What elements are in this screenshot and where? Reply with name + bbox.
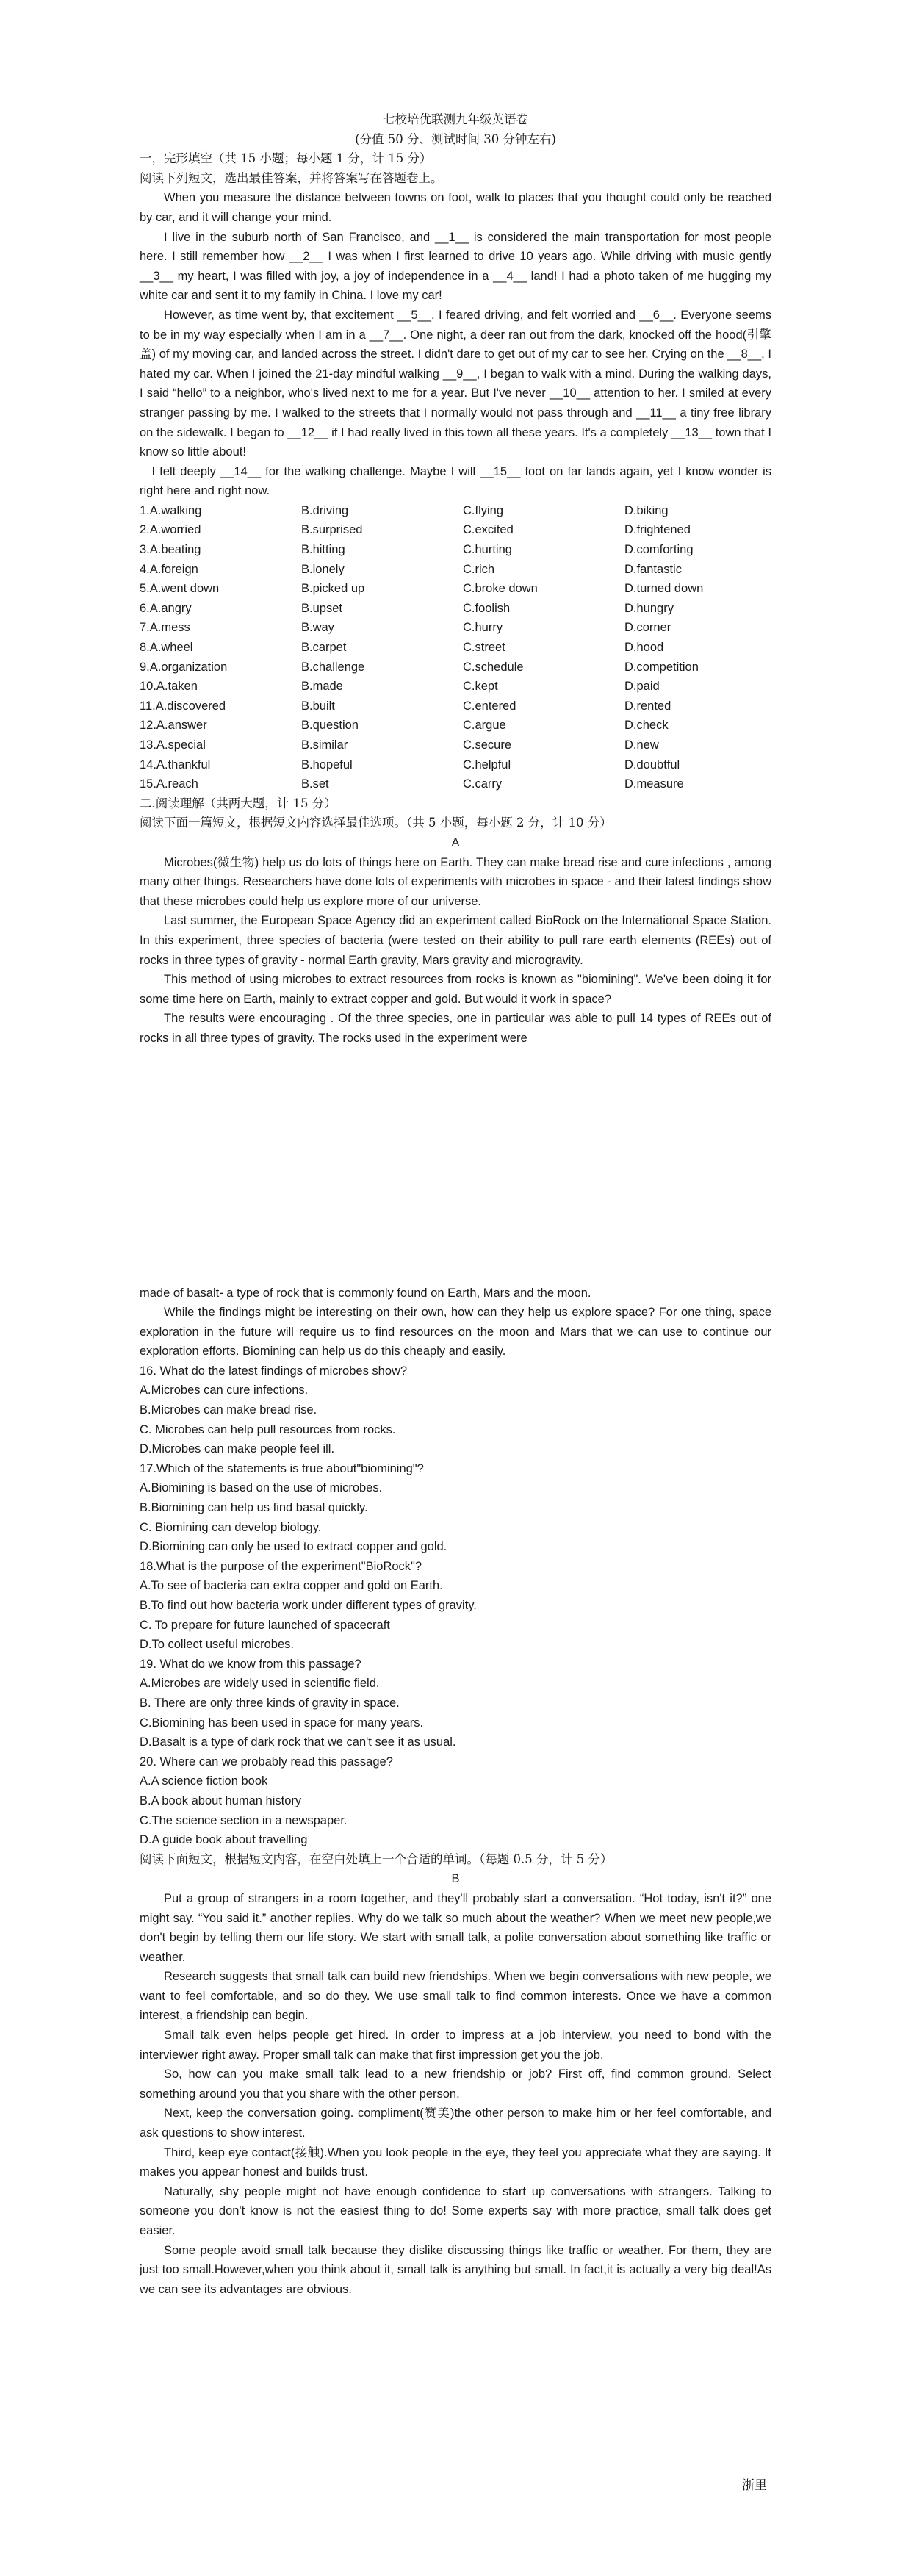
- exam-page: [140, 110, 771, 2299]
- passage-a-paragraph: This method of using microbes to extract resources from rocks is known as "biomining". We've been doing it for some time here on Earth, mainly to extract copper and gold. But would it work in space?: [140, 973, 771, 1006]
- option: D.frightened: [624, 523, 691, 537]
- passage-a-label: A: [451, 835, 460, 849]
- answer-option: C. Biomining can develop biology.: [140, 1520, 322, 1534]
- section1-instruction: 阅读下列短文，选出最佳答案，并将答案写在答题卷上。: [140, 170, 443, 185]
- option: 13.A.special: [140, 738, 206, 752]
- answer-option: C. To prepare for future launched of spacecraft: [140, 1618, 390, 1632]
- option: C.street: [463, 641, 505, 655]
- section2-heading: 二.阅读理解（共两大题，计 15 分）: [140, 796, 336, 810]
- option: B.question: [301, 719, 359, 733]
- answer-option: B.A book about human history: [140, 1794, 302, 1807]
- answer-option: A.A science fiction book: [140, 1774, 268, 1788]
- option: D.comforting: [624, 543, 694, 557]
- question-text: 20. Where can we probably read this passage?: [140, 1755, 393, 1769]
- option: C.flying: [463, 503, 504, 517]
- question-text: 16. What do the latest findings of microbes show?: [140, 1364, 408, 1378]
- passage-b-paragraph: Next, keep the conversation going. compliment(赞美)the other person to make him or her feel comfortable, and ask questions to show interest.: [140, 2107, 771, 2140]
- passage-b-paragraph: Third, keep eye contact(接触).When you look people in the eye, they feel you appreciate what they are saying. It makes you appear honest and builds trust.: [140, 2145, 771, 2179]
- blank-gap: [140, 1048, 771, 1284]
- option: 7.A.mess: [140, 621, 190, 635]
- option: 14.A.thankful: [140, 758, 211, 771]
- passage-b-paragraph: Research suggests that small talk can build new friendships. When we begin conversations with new people, we want to feel comfortable, and so do they. We use small talk to find common interests. Once we have a common interest, a friendship can begin.: [140, 1970, 771, 2023]
- option: 1.A.walking: [140, 503, 202, 517]
- option: 11.A.discovered: [140, 699, 226, 713]
- option: C.broke down: [463, 582, 538, 596]
- section1-heading: 一，完形填空（共 15 小题；每小题 1 分，计 15 分）: [140, 151, 432, 166]
- page-subtitle: (分值 50 分、测试时间 30 分钟左右): [355, 132, 556, 146]
- option: B.challenge: [301, 660, 365, 674]
- option: C.carry: [463, 777, 503, 791]
- option: 4.A.foreign: [140, 562, 198, 576]
- cloze-paragraph: I live in the suburb north of San Francisco, and __1__ is considered the main transportation for most people here. I still remember how __2__ I was when I first learned to drive 10 years ago. While driving with music gently __3__ my heart, I was filled with joy, a joy of independence in a __4__ land! I had a photo taken of me hugging my white car and sent it to my family in China. I love my car!: [140, 230, 771, 303]
- option: D.corner: [624, 621, 671, 635]
- option: 12.A.answer: [140, 719, 207, 733]
- option: D.check: [624, 719, 669, 733]
- answer-option: C.Biomining has been used in space for many years.: [140, 1716, 424, 1730]
- option: 10.A.taken: [140, 680, 198, 694]
- option: D.fantastic: [624, 562, 682, 576]
- question-20: [140, 1752, 771, 1850]
- option: 3.A.beating: [140, 543, 201, 557]
- option: B.carpet: [301, 641, 347, 655]
- option: D.measure: [624, 777, 684, 791]
- option: C.rich: [463, 562, 495, 576]
- cloze-paragraph: I felt deeply __14__ for the walking challenge. Maybe I will __15__ foot on far lands again, yet I know wonder is right here and right now.: [140, 464, 771, 498]
- passage-b-paragraph: Small talk even helps people get hired. In order to impress at a job interview, you need to bond with the interviewer right away. Proper small talk can make that first impression get you the job.: [140, 2029, 771, 2062]
- page-title: 七校培优联测九年级英语卷: [383, 112, 528, 126]
- passage-b-paragraph: So, how can you make small talk lead to a new friendship or job? First off, find common ground. Select something around you that you share with the other person.: [140, 2068, 771, 2101]
- option: 6.A.angry: [140, 601, 192, 615]
- answer-option: C. Microbes can help pull resources from rocks.: [140, 1422, 396, 1436]
- option: B.driving: [301, 503, 349, 517]
- question-18: [140, 1557, 771, 1655]
- cloze-paragraph: When you measure the distance between towns on foot, walk to places that you thought could only be reached by car, and it will change your mind.: [140, 191, 771, 224]
- question-19: [140, 1655, 771, 1752]
- option: C.entered: [463, 699, 516, 713]
- answer-option: D.To collect useful microbes.: [140, 1638, 294, 1652]
- answer-option: A.Biomining is based on the use of microbes.: [140, 1481, 383, 1495]
- title-block: [140, 110, 771, 149]
- section2-instruction: 阅读下面一篇短文，根据短文内容选择最佳选项。（共 5 小题，每小题 2 分，计 10 分）: [140, 816, 612, 830]
- option: D.new: [624, 738, 659, 752]
- option: D.hungry: [624, 601, 674, 615]
- section3-instruction: 阅读下面短文，根据短文内容，在空白处填上一个合适的单词。（每题 0.5 分，计 5 分）: [140, 1852, 613, 1866]
- option: D.hood: [624, 641, 664, 655]
- question-text: 18.What is the purpose of the experiment"BioRock"?: [140, 1559, 422, 1573]
- answer-option: B.Biomining can help us find basal quickly.: [140, 1501, 368, 1515]
- option: B.picked up: [301, 582, 365, 596]
- option: B.surprised: [301, 523, 363, 537]
- option: D.paid: [624, 680, 660, 694]
- option: C.schedule: [463, 660, 524, 674]
- question-17: [140, 1459, 771, 1557]
- option: C.hurry: [463, 621, 503, 635]
- option: C.excited: [463, 523, 514, 537]
- option: D.turned down: [624, 582, 704, 596]
- passage-b-paragraph: Put a group of strangers in a room together, and they'll probably start a conversation. “Hot today, isn't it?” one might say. “You said it.” another replies. Why do we talk so much about the weather? When we meet new people,we don't begin by telling them our life story. We start with small talk, a polite conversation about something like traffic or weather.: [140, 1891, 771, 1964]
- passage-b-paragraph: Some people avoid small talk because they dislike discussing things like traffic or weather. For them, they are just too small.However,when you think about it, small talk is anything but small. In fact,it is actually a very big deal!As we can see its advantages are obvious.: [140, 2243, 771, 2296]
- answer-option: D.Biomining can only be used to extract copper and gold.: [140, 1540, 447, 1554]
- option: C.kept: [463, 680, 498, 694]
- answer-option: C.The science section in a newspaper.: [140, 1813, 348, 1827]
- answer-option: A.Microbes can cure infections.: [140, 1384, 309, 1397]
- option: C.foolish: [463, 601, 511, 615]
- option: C.helpful: [463, 758, 511, 771]
- passage-b-label: B: [451, 1872, 460, 1886]
- cloze-options: [140, 501, 771, 794]
- option: 15.A.reach: [140, 777, 198, 791]
- question-16: [140, 1361, 771, 1459]
- passage-b-paragraph: Naturally, shy people might not have enough confidence to start up conversations with strangers. Talking to someone you don't know is not the easiest thing to do! Some experts say with more practice, small talk does get easier.: [140, 2184, 771, 2237]
- option: 8.A.wheel: [140, 641, 193, 655]
- option: B.way: [301, 621, 334, 635]
- passage-a-paragraph: Microbes(微生物) help us do lots of things here on Earth. They can make bread rise and cure infections , among many other things. Researchers have done lots of experiments with microbes in space - and their latest findings show that these microbes could help us explore more of our universe.: [140, 855, 771, 908]
- cloze-paragraph: However, as time went by, that excitement __5__. I feared driving, and felt worried and __6__. Everyone seems to be in my way especially when I am in a __7__. One night, a deer ran out from the dark, knocked off the hood(引擎盖) of my moving car, and landed across the street. I didn't dare to get out of my car to see her. Crying on the __8__, I hated my car. When I joined the 21-day mindful walking __9__, I began to walk with a mind. During the walking days, I said “hello” to a neighbor, who's lived next to me for a year. But I've never __10__ attention to her. I smiled at every stranger passing by me. I walked to the streets that I normally would not pass through and __11__ a tiny free library on the sidewalk. I began to __12__ if I had really lived in this town all these years. It's a completely __13__ town that I know so little about!: [140, 308, 771, 459]
- option: B.hitting: [301, 543, 345, 557]
- answer-option: B.To find out how bacteria work under different types of gravity.: [140, 1599, 477, 1612]
- answer-option: A.Microbes are widely used in scientific field.: [140, 1677, 380, 1691]
- passage-a-paragraph: While the findings might be interesting on their own, how can they help us explore space? For one thing, space exploration in the future will require us to find resources on the moon and Mars that we can use to continue our exploration efforts. Biomining can help us do this cheaply and easily.: [140, 1306, 771, 1359]
- option: B.upset: [301, 601, 342, 615]
- option: B.similar: [301, 738, 348, 752]
- option: D.rented: [624, 699, 671, 713]
- passage-a-paragraph: The results were encouraging . Of the three species, one in particular was able to pull 14 types of REEs out of rocks in all three types of gravity. The rocks used in the experiment were: [140, 1012, 771, 1045]
- answer-option: B. There are only three kinds of gravity in space.: [140, 1696, 400, 1710]
- option: B.built: [301, 699, 335, 713]
- question-text: 17.Which of the statements is true about"biomining"?: [140, 1461, 424, 1475]
- option: 9.A.organization: [140, 660, 228, 674]
- footer-mark: 浙里: [742, 2478, 767, 2493]
- option: C.argue: [463, 719, 506, 733]
- answer-option: D.Microbes can make people feel ill.: [140, 1442, 335, 1456]
- option: B.lonely: [301, 562, 345, 576]
- option: D.competition: [624, 660, 699, 674]
- answer-option: D.Basalt is a type of dark rock that we can't see it as usual.: [140, 1735, 456, 1749]
- option: B.hopeful: [301, 758, 353, 771]
- passage-a-paragraph: made of basalt- a type of rock that is commonly found on Earth, Mars and the moon.: [140, 1286, 591, 1300]
- passage-a-paragraph: Last summer, the European Space Agency did an experiment called BioRock on the International Space Station. In this experiment, three species of bacteria (were tested on their ability to pull rare earth elements (REEs) out of rocks in three types of gravity - normal Earth gravity, Mars gravity and microgravity.: [140, 914, 771, 967]
- option: 5.A.went down: [140, 582, 220, 596]
- option: B.set: [301, 777, 329, 791]
- option: C.hurting: [463, 543, 512, 557]
- option: B.made: [301, 680, 343, 694]
- answer-option: A.To see of bacteria can extra copper and gold on Earth.: [140, 1579, 443, 1593]
- option: D.biking: [624, 503, 669, 517]
- option: D.doubtful: [624, 758, 680, 771]
- option: C.secure: [463, 738, 512, 752]
- question-text: 19. What do we know from this passage?: [140, 1657, 361, 1671]
- option: 2.A.worried: [140, 523, 201, 537]
- answer-option: D.A guide book about travelling: [140, 1833, 308, 1847]
- answer-option: B.Microbes can make bread rise.: [140, 1403, 317, 1417]
